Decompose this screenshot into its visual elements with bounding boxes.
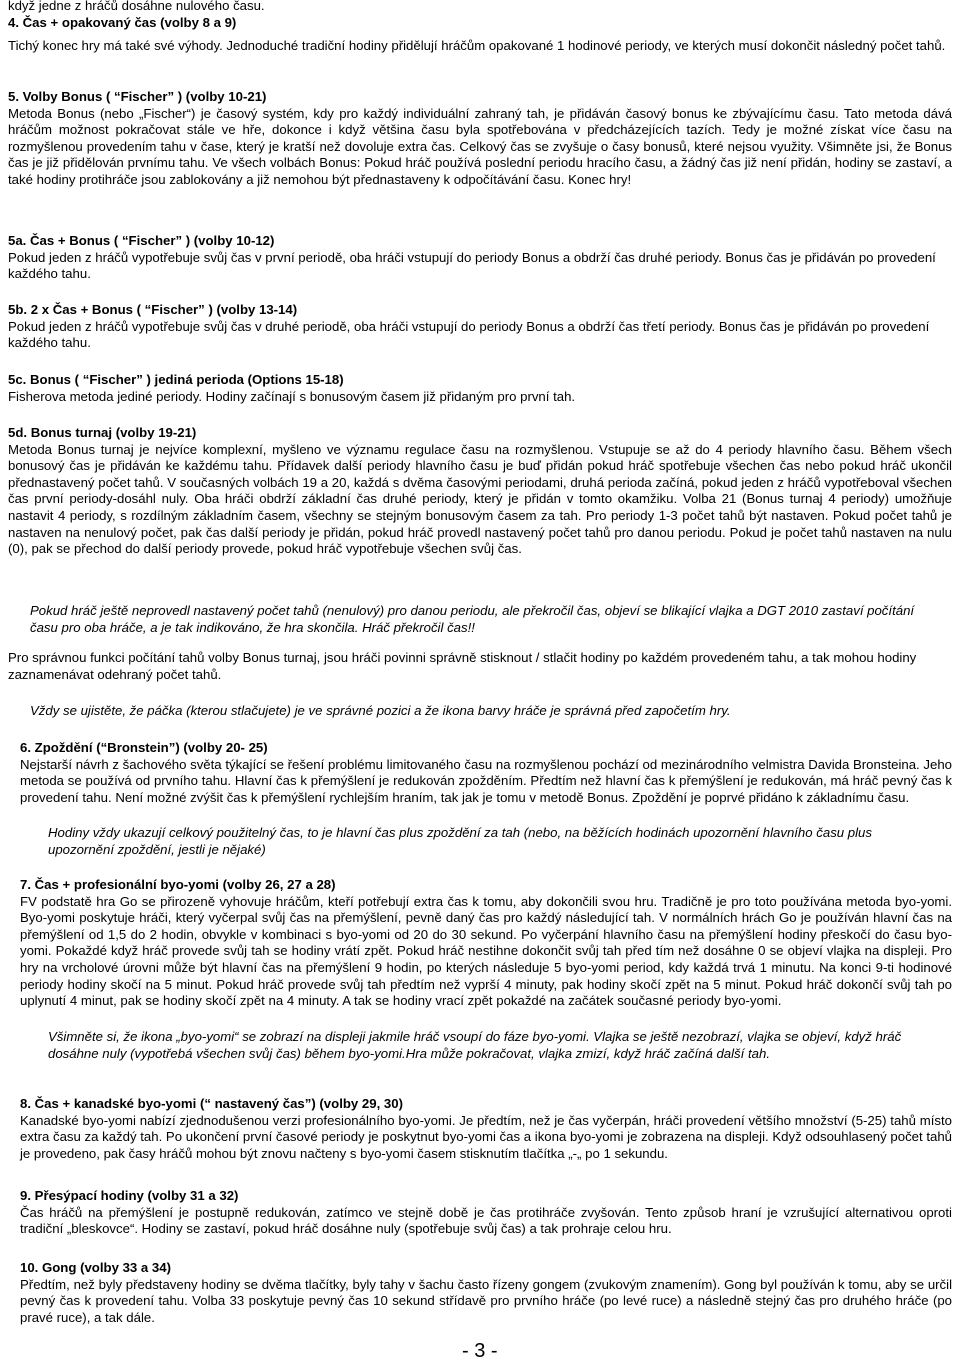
note-byoyomi-icon: Všimněte si, že ikona „byo-yomi“ se zobrazí na displeji jakmile hráč vsoupí do fáze byo-yomi. Vlajka se ještě nezobrazí, vlajka se objeví, když hráč dosáhne nuly (vypotřebá všechen svůj čas) během byo-yomi.Hra může pokračovat, vlajka zmizí, když hráč začíná další tah. bbox=[48, 1029, 902, 1061]
heading-section-8: 8. Čas + kanadské byo-yomi (“ nastavený čas”) (volby 29, 30) bbox=[20, 1096, 403, 1111]
paragraph-section-5: Metoda Bonus (nebo „Fischer“) je časový systém, kdy pro každý individuální zahraný tah, je přidáván časový bonus ke zbývajícímu času. Tato metoda dává hráčům možnost pokračovat stále ve hře, dokonce i když většina času byla spotřebována v předcházejících tazích. Tedy je možné získat více času na rozmyšlenou provedením tahu v čase, který je kratší než dovoluje extra čas. Celkový čas se zvyšuje o časy bonusů, které nejsou využity. Všimněte jsi, že Bonus čas je již přidělován prvnímu tahu. Ve všech volbách Bonus: Pokud hráč používá poslední periodu hracího času, a žádný čas již není přidán, hodiny se zastaví, a také hodiny protihráče jsou zablokovány a již nemohou být přednastaveny k odpočítávání času. Konec hry! bbox=[8, 105, 952, 187]
heading-section-10: 10. Gong (volby 33 a 34) bbox=[20, 1260, 171, 1275]
heading-section-6: 6. Zpoždění (“Bronstein”) (volby 20- 25) bbox=[20, 740, 268, 755]
heading-section-5a: 5a. Čas + Bonus ( “Fischer” ) (volby 10-12) bbox=[8, 233, 275, 248]
heading-section-4: 4. Čas + opakovaný čas (volby 8 a 9) bbox=[8, 15, 237, 30]
heading-section-7: 7. Čas + profesionální byo-yomi (volby 26, 27 a 28) bbox=[20, 877, 336, 892]
section-10 bbox=[20, 1260, 952, 1326]
paragraph-press-clock: Pro správnou funkci počítání tahů volby Bonus turnaj, jsou hráči povinni správně stisknout / stlačit hodiny po každém provedeném tahu, a tak mohou hodiny zaznamenávat odehraný počet tahů. bbox=[8, 650, 917, 682]
heading-section-5d: 5d. Bonus turnaj (volby 19-21) bbox=[8, 425, 197, 440]
paragraph-section-10: Předtím, než byly představeny hodiny se dvěma tlačítky, byly tahy v šachu často řízeny gongem (zvukovým znamením). Gong byl používán k tomu, aby se určil pevný čas k provedení tahu. Volba 33 poskytuje pevný čas 10 sekund střídavě pro prvního hráče (po levé ruce) a následně stejný čas pro druhého hráče (po pravé ruce), a tak dále. bbox=[20, 1276, 952, 1325]
paragraph-section-5b: Pokud jeden z hráčů vypotřebuje svůj čas v druhé periodě, oba hráči vstupují do periody Bonus a obdrží čas třetí periody. Bonus čas je přidáván po provedení každého tahu. bbox=[8, 318, 930, 351]
paragraph-section-5d: Metoda Bonus turnaj je nejvíce komplexní, myšleno ve významu regulace času na rozmyšlenou. Vstupuje se až do 4 periody hlavního času. Během všech bonusový čas je přidáván ke každému tahu. Přídavek další periody hlavního času je buď přidán pokud hráč spotřebuje všechen čas nebo pokud hráč ukončil přednastavený počet tahů. V současných volbách 19 a 20, každá s dvěma časovými periodami, druhá perioda začíná, pokud jeden z hráčů vypotřeboval všechen čas první periody-dosáhl nuly. Oba hráči obdrží základní čas druhé periody, který je přidán v tomto okamžiku. Volba 21 (Bonus turnaj 4 periody) umožňuje nastavit 4 periody, s rozdílným základním časem, všechny se stejným bonusovým časem za tah. Pro periody 1-3 počet tahů být nastaven. Pokud počet tahů je nastaven na nenulový počet, pak čas další periody je přidán, pokud hráč provedl nastavený počet tahů pro danou periodu. Pokud je počet tahů nastaven na nulu (0), pak se přechod do další periody provede, pokud hráč vypotřebuje všechen svůj čas. bbox=[8, 441, 952, 557]
line-continued: když jedne z hráčů dosáhne nulového času. bbox=[8, 0, 265, 13]
section-5c bbox=[8, 372, 952, 405]
heading-section-5b: 5b. 2 x Čas + Bonus ( “Fischer” ) (volby 13-14) bbox=[8, 302, 298, 317]
heading-section-9: 9. Přesýpací hodiny (volby 31 a 32) bbox=[20, 1188, 239, 1203]
heading-section-5c: 5c. Bonus ( “Fischer” ) jediná perioda (Options 15-18) bbox=[8, 372, 344, 387]
section-8 bbox=[20, 1096, 952, 1162]
page-number: - 3 - bbox=[462, 1340, 498, 1362]
paragraph-section-9: Čas hráčů na přemýšlení je postupně redukován, zatímco ve stejně době je čas protihráče zvyšován. Tento způsob hraní je vzrušující alternativou oproti tradiční „bleskovce“. Hodiny se zastaví, pokud hráč dosáhne nuly (spotřebuje svůj čas) a tak prohraje celou hru. bbox=[20, 1204, 952, 1237]
note-flag-warning: Pokud hráč ještě neprovedl nastavený počet tahů (nenulový) pro danou periodu, ale překročil čas, objeví se blikající vlajka a DGT 2010 zastaví počítání času pro oba hráče, a je tak indikováno, že hra skončila. Hráč překročil čas!! bbox=[30, 603, 915, 635]
paragraph-section-5c: Fisherova metoda jediné periody. Hodiny začínají s bonusovým časem již přidaným pro první tah. bbox=[8, 388, 576, 404]
paragraph-section-8: Kanadské byo-yomi nabízí zjednodušenou verzi profesionálního byo-yomi. Je předtím, než je čas vyčerpán, hráči provedení většího množství (5-25) tahů místo extra času za každý tah. Po ukončení první časové periody je poskytnut byo-yomi čas a ikona byo-yomi je zobrazena na displeji. Když odsouhlasený počet tahů je provedeno, pak časy hráčů mohou být znovu načteny s byo-yomi časem stisknutím tlačítka „-„ po 1 sekundu. bbox=[20, 1112, 952, 1161]
section-5b bbox=[8, 302, 952, 352]
paragraph-section-7: FV podstatě hra Go se přirozeně vyhovuje hráčům, kteří potřebují extra čas k tomu, aby dokončili svou hru. Tradičně je pro toto používána metoda byo-yomi. Byo-yomi poskytuje hráči, který vyčerpal svůj čas na přemýšlení, pevně daný čas pro každý následující tah. V normálních hrách Go je používán hlavní čas na přemýšlení od 1,5 do 2 hodin, obvykle v kombinaci s byo-yomi od 20 do 30 sekund. Po vyčerpání hlavního času na přemýšlení hodiny přeskočí do času byo-yomi. Pokaždé když hráč provede svůj tah se hodiny vrátí zpět. Pokud hráč nestihne dokončit svůj tah před tím než dosáhne 0 se objeví vlajka na displeji. Pro hry na vrcholové úrovni může být hlavní čas na přemýšlení 9 hodin, po kterých následuje 5 byo-yomi period, kdy každá trvá 1 minutu. Na konci 9-ti hodinové periody hodiny skočí na 5 minut. Pokud hráč provede svůj tah předtím než vyprší 4 minuty, pak hodiny skočí zpět na 5 minut. Pokud hráč dokončí svůj tah po uplynutí 4 minut, pak se hodiny skočí zpět na 4 minuty. A tak se hodiny vrací zpět pokaždé na začátek současné periody byo-yomi. bbox=[20, 893, 952, 1009]
paragraph-section-4: Tichý konec hry má také své výhody. Jednoduché tradiční hodiny přidělují hráčům opakované 1 hodinové periody, ve kterých musí dokončit následný počet tahů. bbox=[8, 38, 946, 53]
section-9 bbox=[20, 1188, 952, 1238]
section-5 bbox=[8, 89, 952, 189]
section-5a bbox=[8, 233, 952, 283]
section-5d bbox=[8, 425, 952, 558]
section-7 bbox=[20, 877, 952, 1010]
note-delay-display: Hodiny vždy ukazují celkový použitelný čas, to je hlavní čas plus zpoždění za tah (nebo, na běžících hodinách upozornění hlavního času plus upozornění zpoždění, jestli je nějaké) bbox=[48, 825, 872, 857]
section-6 bbox=[20, 740, 952, 806]
paragraph-section-6: Nejstarší návrh z šachového světa týkající se řešení problému limitovaného času na rozmyšlenou pochází od mezinárodního velmistra Davida Bronsteina. Jeho metoda se používá od prvního tahu. Hlavní čas k přemýšlení je redukován zpožděním. Předtím než hlavní čas k přemýšlení je redukován, má hráč pevný čas k provedení tahu. Není možné zvýšit čas k přemýšlení rychlejším hraním, tak jak je tomu v metodě Bonus. Zpoždění je poprvé přidáno k základnímu času. bbox=[20, 756, 952, 805]
heading-section-5: 5. Volby Bonus ( “Fischer” ) (volby 10-21) bbox=[8, 89, 267, 104]
paragraph-section-5a: Pokud jeden z hráčů vypotřebuje svůj čas v první periodě, oba hráči vstupují do periody Bonus a obdrží čas druhé periody. Bonus čas je přidáván po provedení každého tahu. bbox=[8, 249, 936, 282]
note-lever-position: Vždy se ujistěte, že páčka (kterou stlačujete) je ve správné pozici a že ikona barvy hráče je správná před započetím hry. bbox=[30, 703, 731, 718]
